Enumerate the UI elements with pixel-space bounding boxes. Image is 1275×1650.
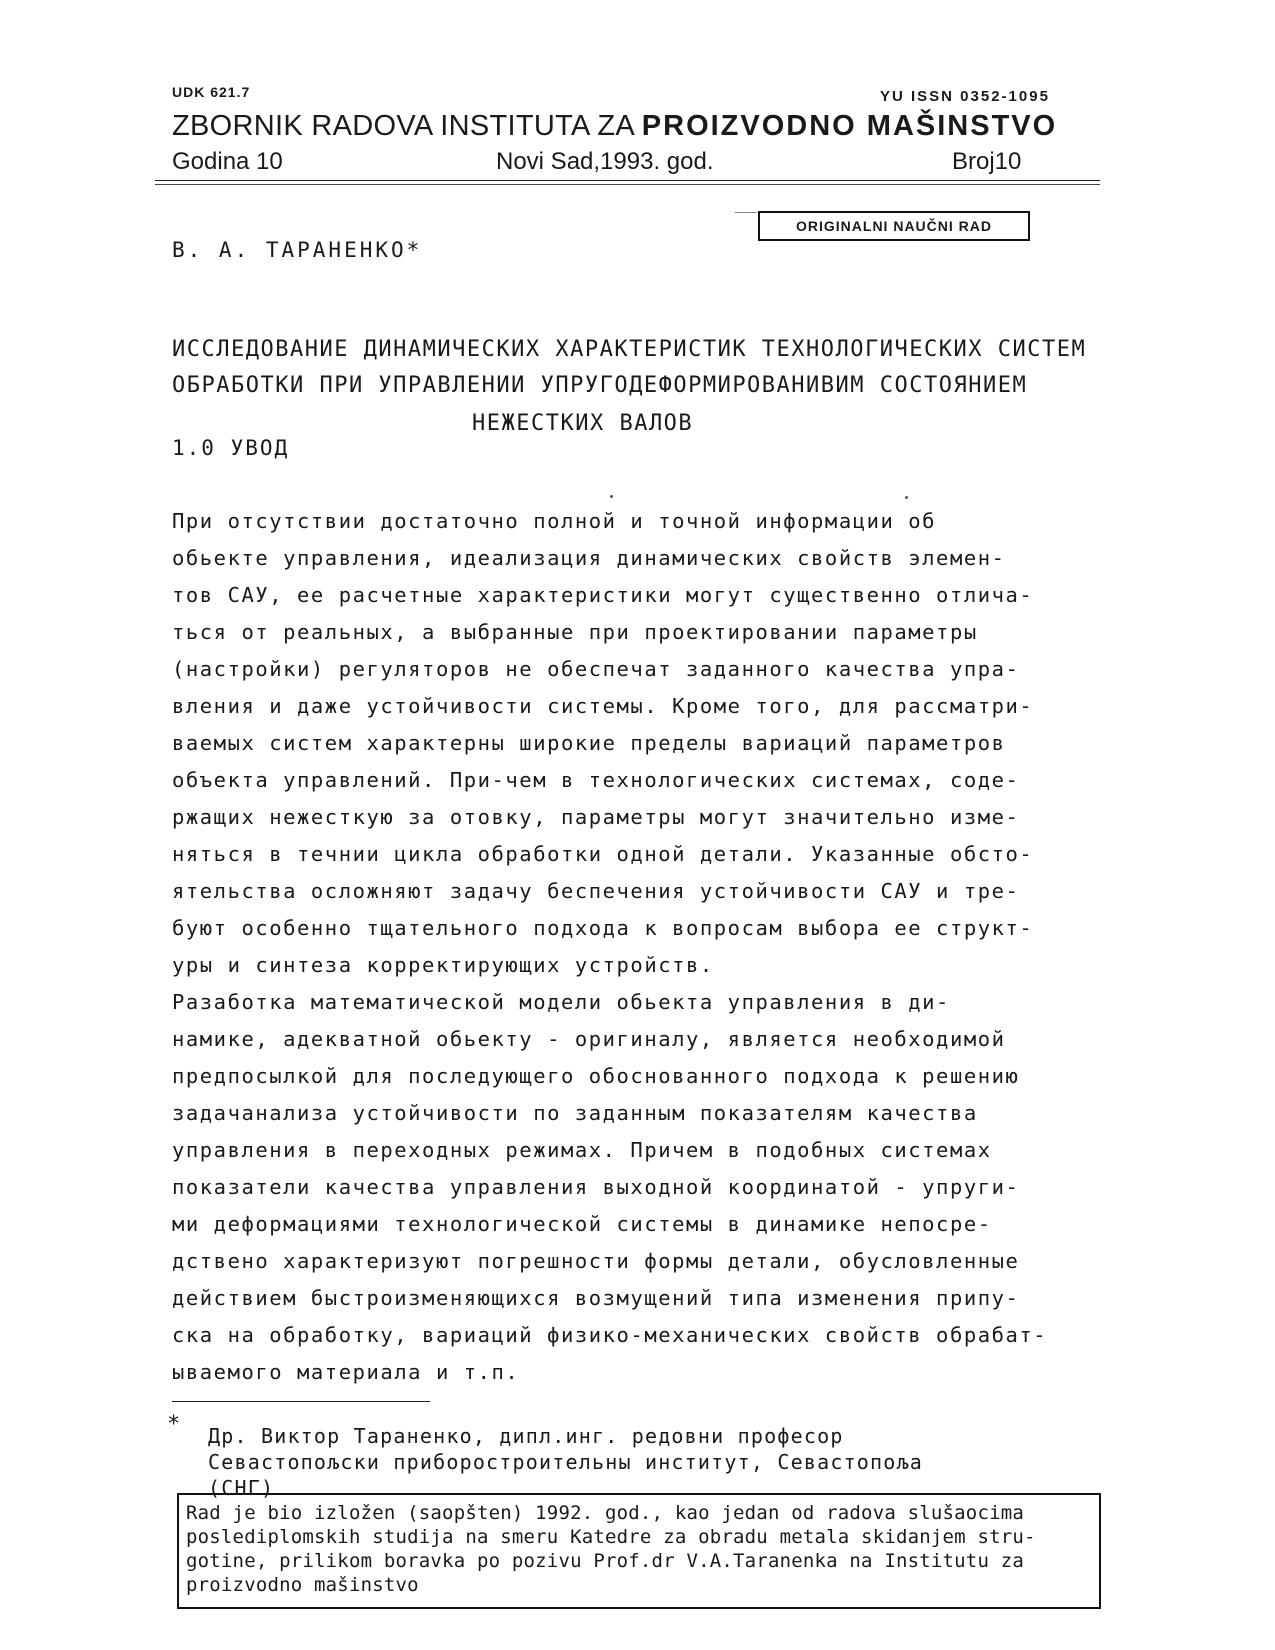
paragraph-line: объекта управлений. При-чем в технологических системах, соде- [172,768,1020,792]
paragraph-line: тов САУ, ее расчетные характеристики могут существенно отлича- [172,583,1034,607]
note-line: proizvodno mašinstvo [186,1574,419,1596]
note-line: Rad je bio izložen (saopšten) 1992. god., kao jedan od radova slušaocima [186,1502,1025,1524]
paragraph-line: задачанализа устойчивости по заданным показателям качества [172,1101,978,1125]
paragraph-line: При отсутствии достаточно полной и точной информации об [172,509,937,533]
paragraph-line: ываемого материала и т.п. [172,1360,520,1384]
title-line-3: НЕЖЕСТКИХ ВАЛОВ [472,411,694,436]
article-type-badge: ORIGINALNI NAUČNI RAD [758,211,1030,241]
paragraph-line: ми деформациями технологической системы в динамике непосре- [172,1212,992,1236]
paragraph-line: вления и даже устойчивости системы. Кроме того, для рассматри- [172,694,1034,718]
paragraph-line: ска на обработку, вариаций физико-механических свойств обрабат- [172,1323,1048,1347]
paragraph-line: ваемых систем характерны широкие пределы вариаций параметров [172,731,1006,755]
journal-title-prefix: ZBORNIK RADOVA INSTITUTA ZA [172,110,642,142]
paragraph-line: управления в переходных режимах. Причем в подобных системах [172,1138,992,1162]
paragraph-line: ятельства осложняют задачу беспечения устойчивости САУ и тре- [172,879,1020,903]
note-line: poslediplomskih studija na smeru Katedre za obradu metala skidanjem stru- [186,1526,1036,1548]
issue-number: Broj10 [952,148,1022,175]
footnote-line: Севастопољски приборостроительны институт, Севастопоља [208,1450,924,1474]
paragraph-line: няться в течнии цикла обработки одной детали. Указанные обсто- [172,842,1034,866]
paragraph-line: Разаботка математической модели обьекта управления в ди- [172,990,950,1014]
paragraph-line: действием быстроизменяющихся возмущений типа изменения припу- [172,1286,1020,1310]
paragraph-line: (настройки) регуляторов не обеспечат заданного качества упра- [172,657,1020,681]
paragraph-line: обьекте управления, идеализация динамических свойств элемен- [172,546,1006,570]
author-name: В. А. ТАРАНЕНКО* [172,238,423,262]
footnote-separator [172,1401,430,1402]
issn-code: YU ISSN 0352-1095 [880,88,1050,105]
scan-speck [905,496,908,499]
section-heading: 1.0 УВОД [172,436,290,460]
journal-title [172,110,1057,143]
note-line: gotine, prilikom boravka po pozivu Prof.dr V.A.Taranenka na Institutu za [186,1550,1025,1572]
footnote-line: Др. Виктор Тараненко, дипл.инг. редовни професор [208,1424,844,1448]
udk-code: UDK 621.7 [172,84,251,100]
paragraph-line: ржащих нежесткую за отовку, параметры могут значительно изме- [172,805,1020,829]
header-rule [155,180,1100,181]
paragraph-line: дствено характеризуют погрешности формы детали, обусловленные [172,1249,1020,1273]
paragraph-line: буют особенно тщательного подхода к вопросам выбора ее структ- [172,916,1034,940]
paragraph-line: предпосылкой для последующего обоснованного подхода к решению [172,1064,1020,1088]
title-line-1: ИССЛЕДОВАНИЕ ДИНАМИЧЕСКИХ ХАРАКТЕРИСТИК ТЕХНОЛОГИЧЕСКИХ СИСТЕМ [172,337,1087,362]
scan-speck [735,212,757,213]
journal-title-bold: PROIZVODNO MAŠINSTVO [641,110,1058,142]
title-line-2: ОБРАБОТКИ ПРИ УПРАВЛЕНИИ УПРУГОДЕФОРМИРОВАНИВИМ СОСТОЯНИЕМ [172,373,1028,398]
place-date: Novi Sad,1993. god. [496,148,714,175]
paragraph-line: показатели качества управления выходной координатой - упруги- [172,1175,1020,1199]
header-rule-secondary [155,184,1100,185]
paragraph-line: уры и синтеза корректирующих устройств. [172,953,714,977]
year-label: Godina 10 [172,148,283,175]
paragraph-line: намике, адекватной обьекту - оригиналу, является необходимой [172,1027,1006,1051]
paragraph-line: ться от реальных, а выбранные при проектировании параметры [172,620,978,644]
footnote-marker: * [167,1412,181,1437]
scan-speck [610,495,613,498]
footnote-line: (СНГ) [208,1476,275,1500]
